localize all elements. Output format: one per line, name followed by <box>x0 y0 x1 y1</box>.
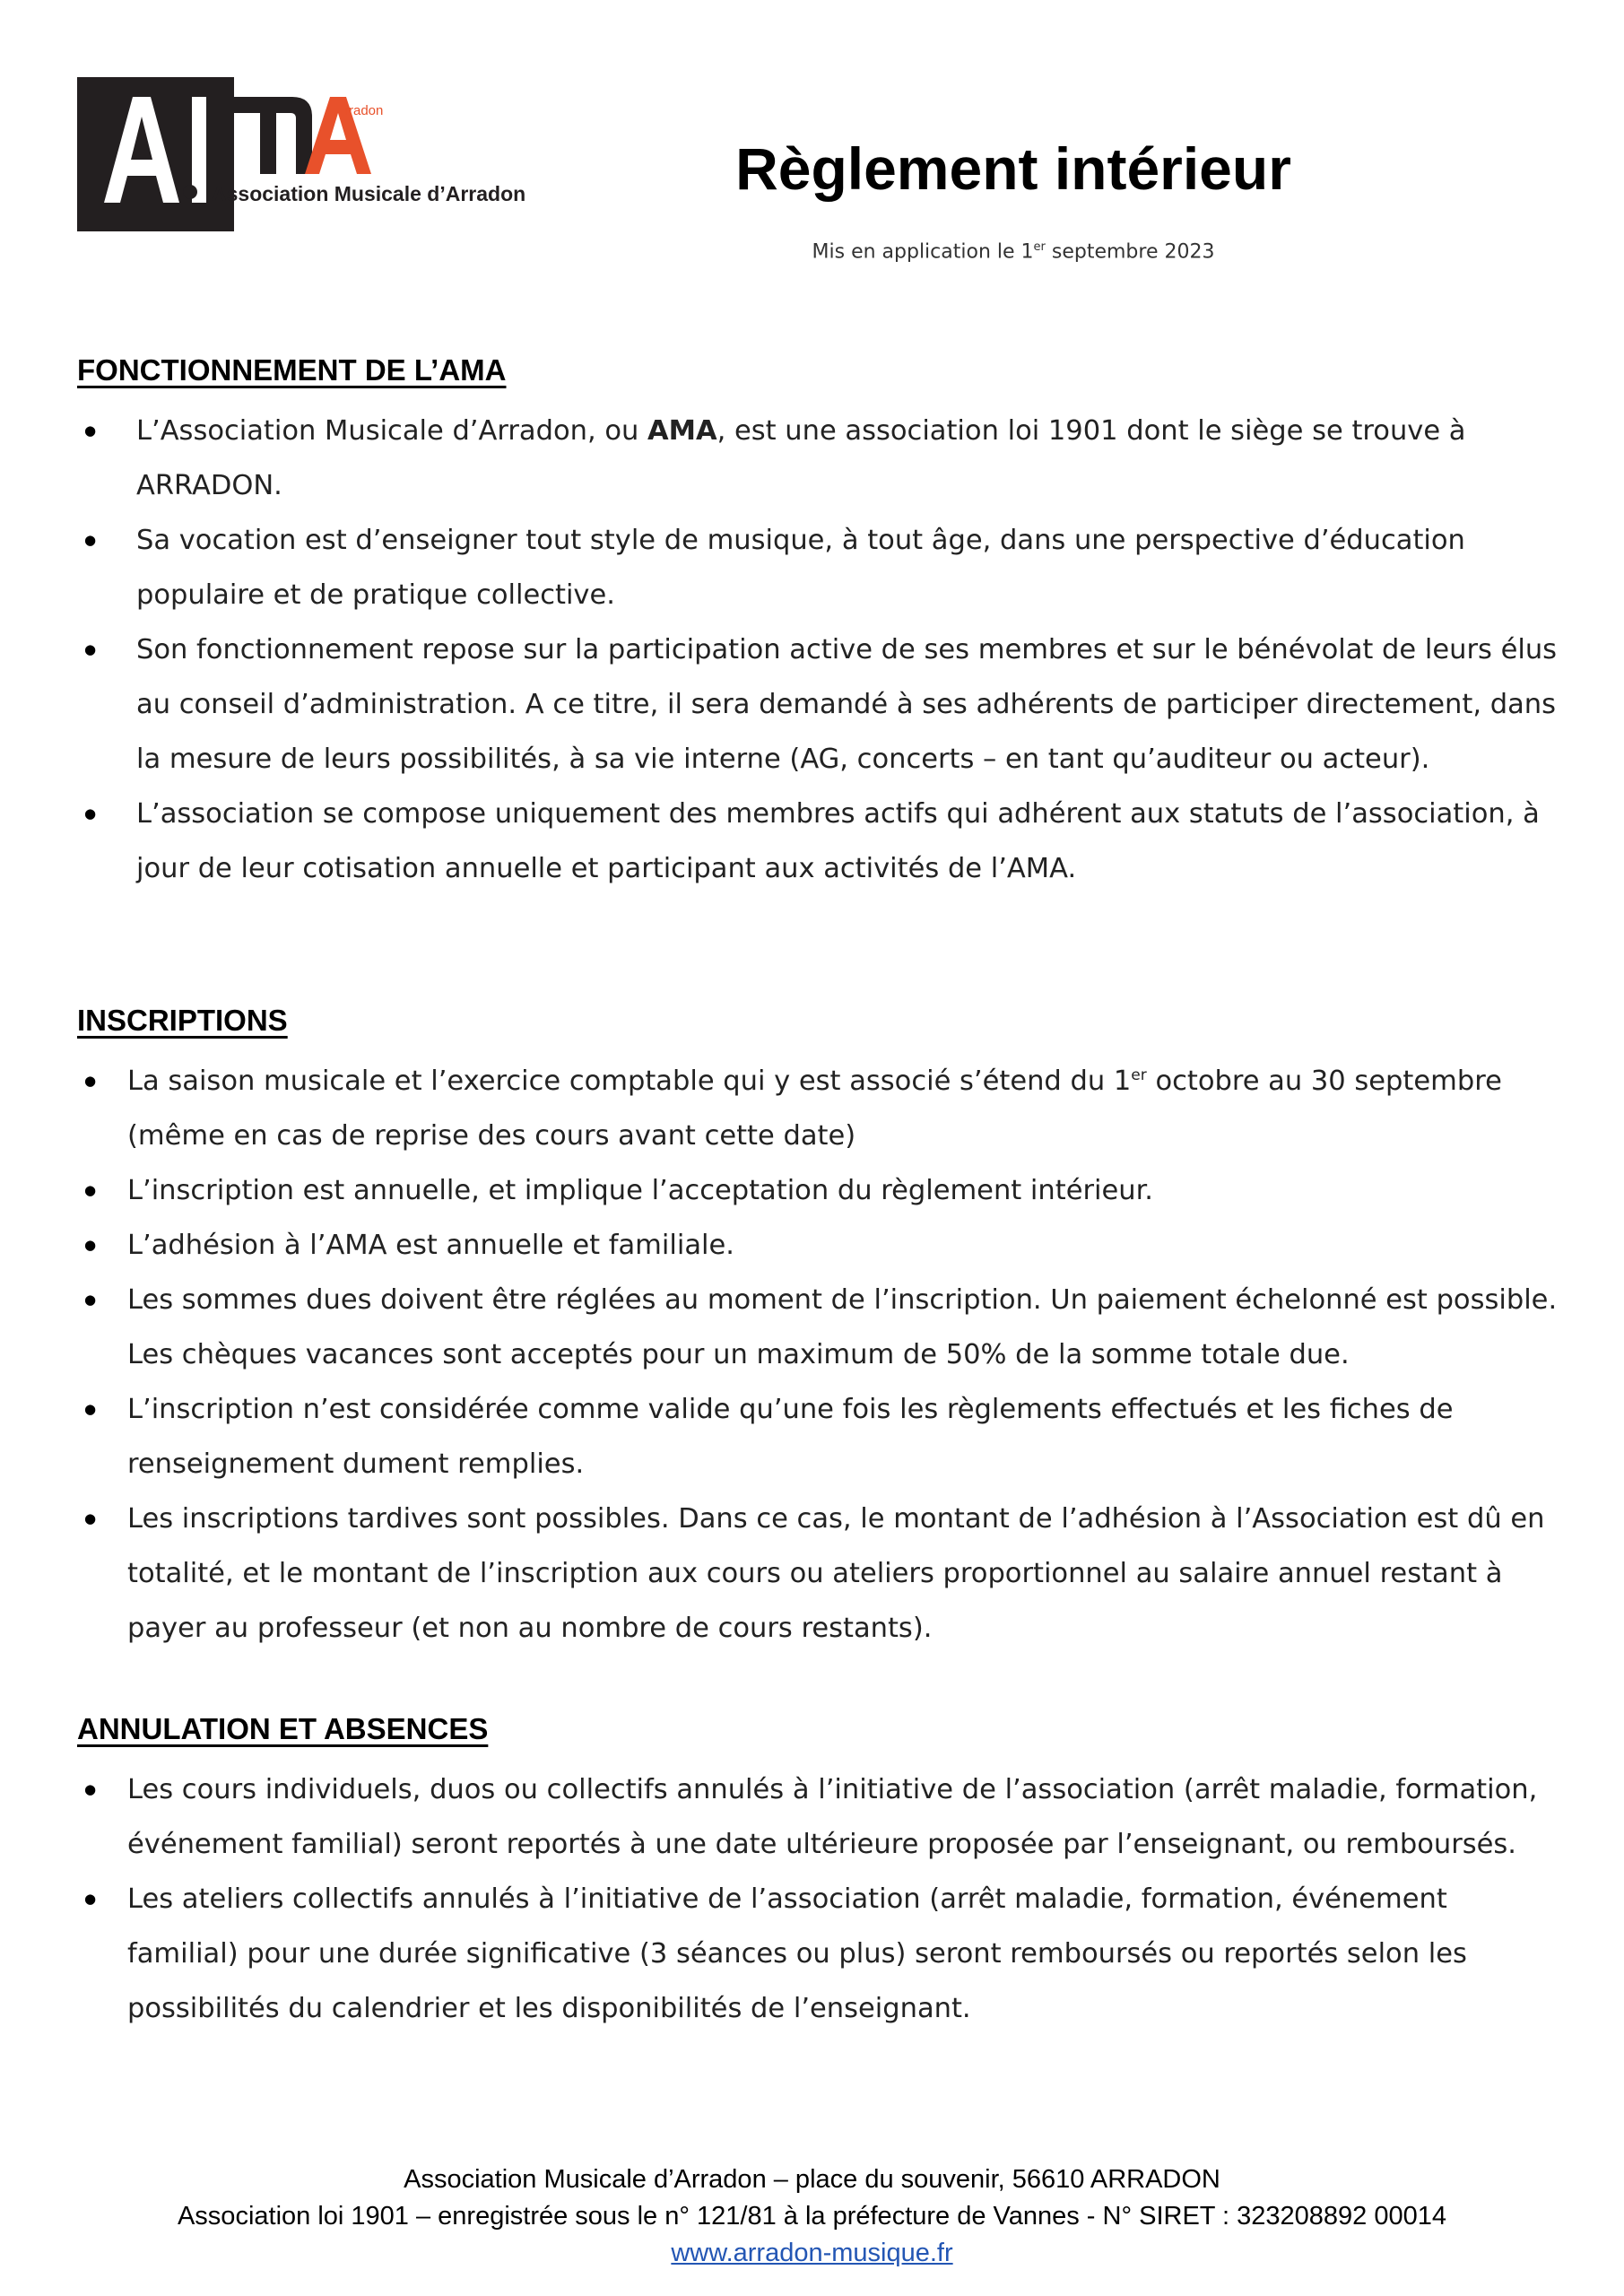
list-item: ● L’Association Musicale d’Arradon, ou AMA, est une association loi 1901 dont le siège se trouve à ARRADON. <box>77 404 1566 513</box>
page-footer <box>0 2161 1624 2272</box>
section-inscriptions <box>77 1002 1566 1656</box>
page-subtitle: Mis en application le 1er septembre 2023 <box>812 240 1215 264</box>
website-link[interactable]: www.arradon-musique.fr <box>671 2239 953 2267</box>
list-item: ● L’inscription n’est considérée comme valide qu’une fois les règlements effectués et les fiches de renseignement dument remplies. <box>77 1382 1566 1492</box>
ama-logo <box>77 77 543 231</box>
list-item: ● L’inscription est annuelle, et implique l’acceptation du règlement intérieur. <box>77 1163 1566 1218</box>
footer-address: Association Musicale d’Arradon – place du souvenir, 56610 ARRADON <box>404 2165 1220 2194</box>
list-item: ● Les sommes dues doivent être réglées au moment de l’inscription. Un paiement échelonné est possible. Les chèques vacances sont acceptés pour un maximum de 50% de la somme totale due. <box>77 1273 1566 1382</box>
page-title: Règlement intérieur <box>735 135 1291 202</box>
list-item: ● Les inscriptions tardives sont possibles. Dans ce cas, le montant de l’adhésion à l’Association est dû en totalité, et le montant de l’inscription aux cours ou ateliers proportionnel au salaire annuel restant à payer au professeur (et non au nombre de cours restants). <box>77 1492 1566 1656</box>
section-heading: INSCRIPTIONS <box>77 1004 288 1037</box>
logo-small-text: rradon <box>344 103 384 118</box>
logo-name: Association Musicale d’Arradon <box>212 182 526 205</box>
list-item: ● Les cours individuels, duos ou collectifs annulés à l’initiative de l’association (arrêt maladie, formation, événement familial) seront reportés à une date ultérieure proposée par l’enseignant, ou remboursés. <box>77 1762 1566 1872</box>
ama-logo-graphic <box>77 77 543 231</box>
section-fonctionnement <box>77 352 1566 896</box>
list-item: ● Son fonctionnement repose sur la participation active de ses membres et sur le bénévolat de leurs élus au conseil d’administration. A ce titre, il sera demandé à ses adhérents de participer directement, dans la mesure de leurs possibilités, à sa vie interne (AG, concerts – en tant qu’auditeur ou acteur). <box>77 622 1566 787</box>
list-item: ● La saison musicale et l’exercice comptable qui y est associé s’étend du 1er octobre au 30 septembre (même en cas de reprise des cours avant cette date) <box>77 1054 1566 1163</box>
bullet-list <box>77 1762 1566 2036</box>
list-item: ● Les ateliers collectifs annulés à l’initiative de l’association (arrêt maladie, formation, événement familial) pour une durée significative (3 séances ou plus) seront remboursés ou reportés selon les possibilités du calendrier et les disponibilités de l’enseignant. <box>77 1872 1566 2036</box>
list-item: ● Sa vocation est d’enseigner tout style de musique, à tout âge, dans une perspective d’éducation populaire et de pratique collective. <box>77 513 1566 622</box>
section-annulation <box>77 1710 1566 2036</box>
list-item: ● L’association se compose uniquement des membres actifs qui adhérent aux statuts de l’association, à jour de leur cotisation annuelle et participant aux activités de l’AMA. <box>77 787 1566 896</box>
bullet-list <box>77 404 1566 896</box>
section-heading: FONCTIONNEMENT DE L’AMA <box>77 353 507 387</box>
footer-registration: Association loi 1901 – enregistrée sous le n° 121/81 à la préfecture de Vannes - N° SIRET : 323208892 00014 <box>177 2202 1447 2231</box>
list-item: ● L’adhésion à l’AMA est annuelle et familiale. <box>77 1218 1566 1273</box>
section-heading: ANNULATION ET ABSENCES <box>77 1712 489 1745</box>
bullet-list <box>77 1054 1566 1656</box>
